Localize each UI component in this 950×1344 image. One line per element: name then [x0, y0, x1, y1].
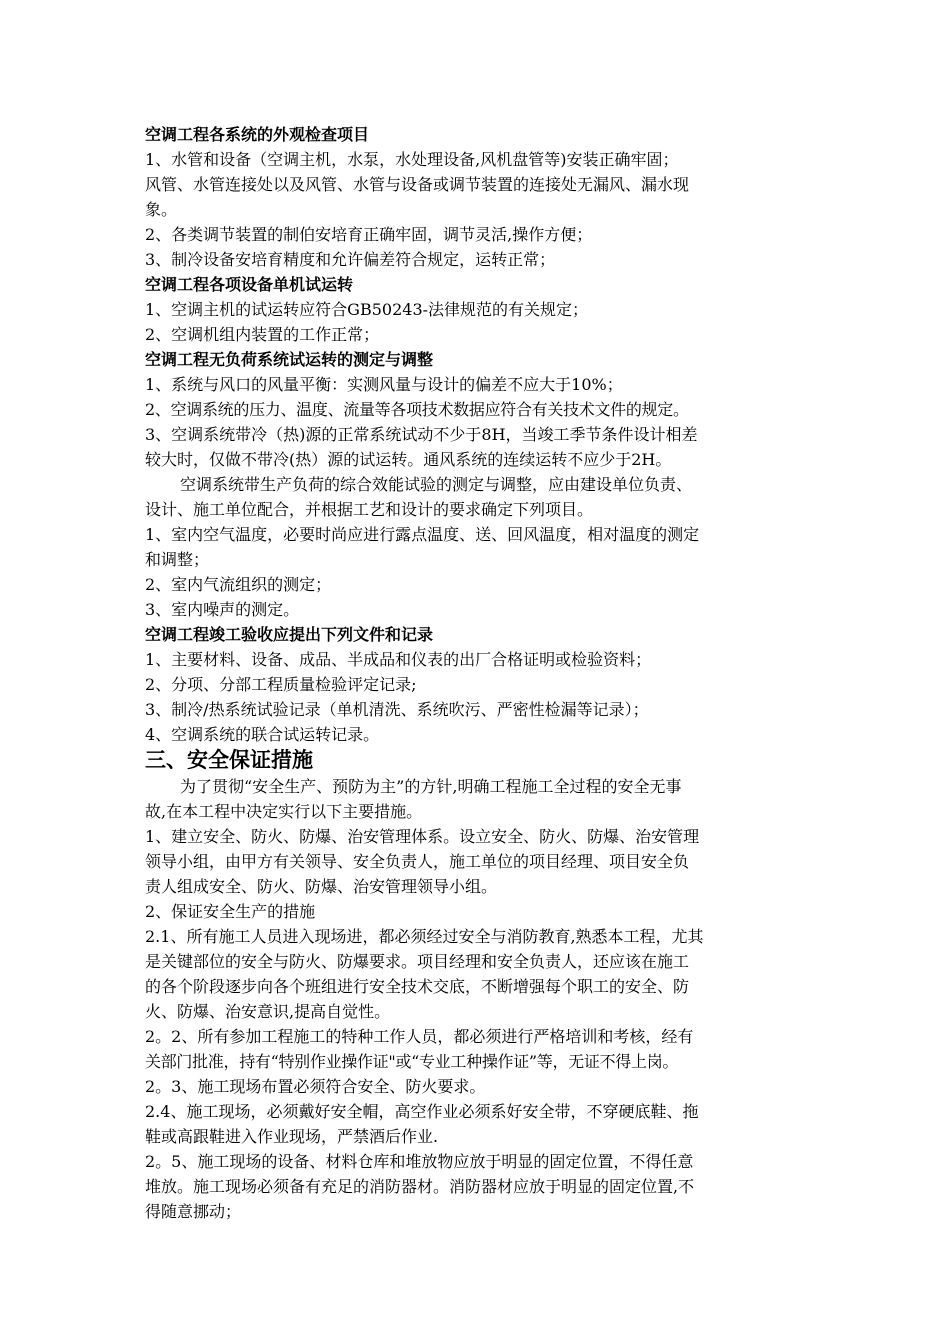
section-heading: 空调工程各系统的外观检查项目 — [145, 125, 370, 144]
text-line: 为了贯彻“安全生产、预防为主”的方针,明确工程施工全过程的安全无事 — [180, 777, 682, 796]
document-page — [145, 122, 815, 1224]
text-line: 象。 — [145, 200, 178, 219]
section-heading: 空调工程竣工验收应提出下列文件和记录 — [145, 625, 434, 644]
text-line: 是关键部位的安全与防火、防爆要求。项目经理和安全负责人，还应该在施工 — [145, 952, 690, 971]
text-line: 设计、施工单位配合，并根据工艺和设计的要求确定下列项目。 — [145, 500, 594, 519]
text-line: 鞋或高跟鞋进入作业现场，严禁酒后作业. — [145, 1127, 439, 1146]
text-line: 较大时，仅做不带冷(热）源的试运转。通风系统的连续运转不应少于2H。 — [145, 450, 672, 469]
text-line: 3、制冷设备安培育精度和允许偏差符合规定，运转正常； — [145, 250, 556, 269]
text-line: 得随意挪动； — [145, 1202, 242, 1221]
text-line: 2、空调机组内装置的工作正常； — [145, 325, 380, 344]
text-line: 1、建立安全、防火、防爆、治安管理体系。设立安全、防火、防爆、治安管理 — [145, 827, 700, 846]
text-line: 空调系统带生产负荷的综合效能试验的测定与调整，应由建设单位负责、 — [180, 475, 693, 494]
text-line: 2、空调系统的压力、温度、流量等各项技术数据应符合有关技术文件的规定。 — [145, 400, 689, 419]
text-line: 风管、水管连接处以及风管、水管与设备或调节装置的连接处无漏风、漏水现 — [145, 175, 690, 194]
text-line: 3、制冷/热系统试验记录（单机清洗、系统吹污、严密性检漏等记录）； — [145, 700, 649, 719]
text-line: 2。3、施工现场布置必须符合安全、防火要求。 — [145, 1077, 486, 1096]
text-line: 2。5、施工现场的设备、材料仓库和堆放物应放于明显的固定位置，不得任意 — [145, 1152, 694, 1171]
text-line: 2。2、所有参加工程施工的特种工作人员，都必须进行严格培训和考核，经有 — [145, 1027, 694, 1046]
text-line: 2、室内气流组织的测定； — [145, 575, 332, 594]
text-line: 1、空调主机的试运转应符合GB50243-法律规范的有关规定； — [145, 300, 589, 319]
section-heading: 空调工程各项设备单机试运转 — [145, 275, 354, 294]
chapter-heading: 三、安全保证措施 — [145, 748, 313, 772]
text-line: 领导小组，由甲方有关领导、安全负责人，施工单位的项目经理、项目安全负 — [145, 852, 690, 871]
text-line: 和调整； — [145, 550, 210, 569]
text-line: 2.1、所有施工人员进入现场进，都必须经过安全与消防教育,熟悉本工程，尤其 — [145, 927, 704, 946]
text-line: 2、各类调节装置的制伯安培育正确牢固，调节灵活,操作方便； — [145, 225, 593, 244]
text-line: 2、分项、分部工程质量检验评定记录; — [145, 675, 417, 694]
text-line: 4、空调系统的联合试运转记录。 — [145, 725, 380, 744]
section-heading: 空调工程无负荷系统试运转的测定与调整 — [145, 350, 434, 369]
text-line: 故,在本工程中决定实行以下主要措施。 — [145, 802, 423, 821]
text-line: 堆放。施工现场必须备有充足的消防器材。消防器材应放于明显的固定位置,不 — [145, 1177, 695, 1196]
text-line: 关部门批准，持有“特别作业操作证"或“专业工种操作证”等，无证不得上岗。 — [145, 1052, 679, 1071]
text-line: 1、水管和设备（空调主机，水泵，水处理设备,风机盘管等)安装正确牢固； — [145, 150, 679, 169]
text-line: 2.4、施工现场，必须戴好安全帽，高空作业必须系好安全带，不穿硬底鞋、拖 — [145, 1102, 699, 1121]
text-line: 2、保证安全生产的措施 — [145, 902, 316, 921]
text-line: 火、防爆、治安意识,提高自觉性。 — [145, 1002, 391, 1021]
text-line: 3、空调系统带冷（热)源的正常系统试动不少于8H，当竣工季节条件设计相差 — [145, 425, 698, 444]
text-line: 3、室内噪声的测定。 — [145, 600, 300, 619]
text-line: 1、室内空气温度，必要时尚应进行露点温度、送、回风温度，相对温度的测定 — [145, 525, 700, 544]
text-line: 1、主要材料、设备、成品、半成品和仪表的出厂合格证明或检验资料； — [145, 650, 652, 669]
text-line: 的各个阶段逐步向各个班组进行安全技术交底，不断增强每个职工的安全、防 — [145, 977, 690, 996]
text-line: 1、系统与风口的风量平衡：实测风量与设计的偏差不应大于10%； — [145, 375, 623, 394]
text-line: 责人组成安全、防火、防爆、治安管理领导小组。 — [145, 877, 498, 896]
